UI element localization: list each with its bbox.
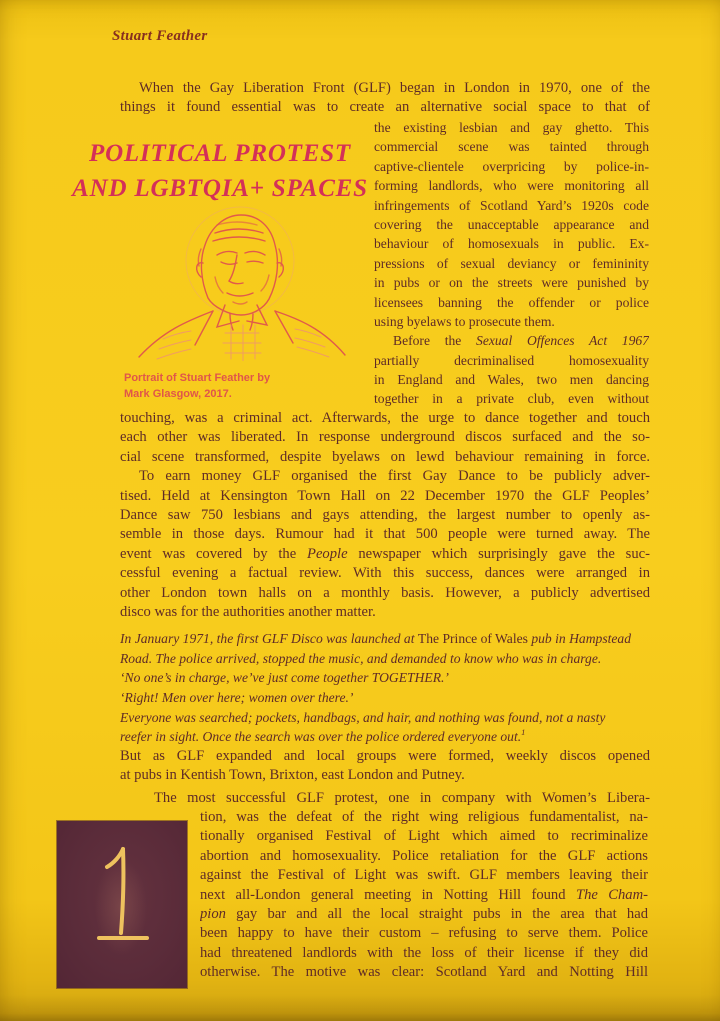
body-intro-lines: When the Gay Liberation Front (GLF) began in London in 1970, one of the things it found essential was to create an alternative social space to that of — [120, 80, 650, 116]
portrait-caption-line-2: Mark Glasgow, 2017. — [124, 387, 232, 400]
body-main: touching, was a criminal act. Afterwards, the urge to dance together and touch each other was liberated. In response underground discos surfaced and the so- cial scene transformed, despite byelaws on lewd behaviour remaining in force. To earn money GLF organised the first Gay Dance to be publicly adver- tised. Held at Kensington Town Hall on 22 December 1970 the GLF Peoples’ Dance saw 750 lesbians and gays attending, the largest number to openly as- semble in those days. Rumour had it that 500 people were turned away. The event was covered by the People newspaper which surprisingly gave the suc- cessful evening a factual review. With this success, dances were arranged in other London town halls on a monthly basis. However, a publicly advertised disco was for the authorities another matter. — [120, 410, 650, 620]
article-title-line-2: AND LGBTQIA+ SPACES — [72, 175, 368, 202]
final-paragraph-wrapped: tion, was the defeat of the right wing religious fundamentalist, na- tionally organised Festival of Light which aimed to recriminalize abortion and homosexuality. Police retaliation for the GLF actions against the Festival of Light was swift. GLF members leaving their next all-London general meeting in Notting Hill found The Cham- pion gay bar and all the local straight pubs in the area that had been happy to have their custom – refusing to serve them. Police had threatened landlords with the loss of their license if they did otherwise. The motive was clear: Scotland Yard and Notting Hill — [200, 809, 648, 981]
article-title-line-1: POLITICAL PROTEST — [89, 140, 351, 167]
article-title — [70, 136, 370, 206]
page-number-numeral — [57, 821, 187, 988]
final-paragraph-first-line: The most successful GLF protest, one in company with Women’s Libera- — [154, 790, 650, 806]
author-byline: Stuart Feather — [112, 28, 208, 44]
pull-quote: In January 1971, the first GLF Disco was launched at The Prince of Wales pub in Hampstead Road. The police arrived, stopped the music, and demanded to know who was in charge. ‘No one’s in charge, we’ve just come together TOGETHER.’ ‘Right! Men over here; women over there.’ Everyone was searched; pockets, handbags, and hair, and nothing was found, not a nasty reefer in sight. Once the search was over the police ordered everyone out.$^1$ — [120, 631, 632, 745]
portrait-sketch-icon — [133, 203, 351, 361]
portrait-illustration — [133, 203, 351, 361]
portrait-caption — [124, 371, 364, 402]
body-bridge: But as GLF expanded and local groups were formed, weekly discos opened at pubs in Kentish Town, Brixton, east London and Putney. — [120, 748, 650, 784]
portrait-caption-line-1: Portrait of Stuart Feather by — [124, 372, 271, 384]
page-number-plate — [57, 821, 187, 988]
body-right-column: the existing lesbian and gay ghetto. This commercial scene was tainted through captive-clientele overpricing by police-in- forming landlords, who were monitoring all infringements of Scotland Yard’s 1920s code covering the unacceptable appearance and behaviour of homosexuals in public. Ex- pressions of sexual deviancy or femininity in pubs or on the streets were punished by licensees banning the offender or police using byelaws to prosecute them. Before the Sexual Offences Act 1967 partially decriminalised homosexuality in England and Wales, two men dancing together in a private club, even without — [374, 120, 649, 407]
